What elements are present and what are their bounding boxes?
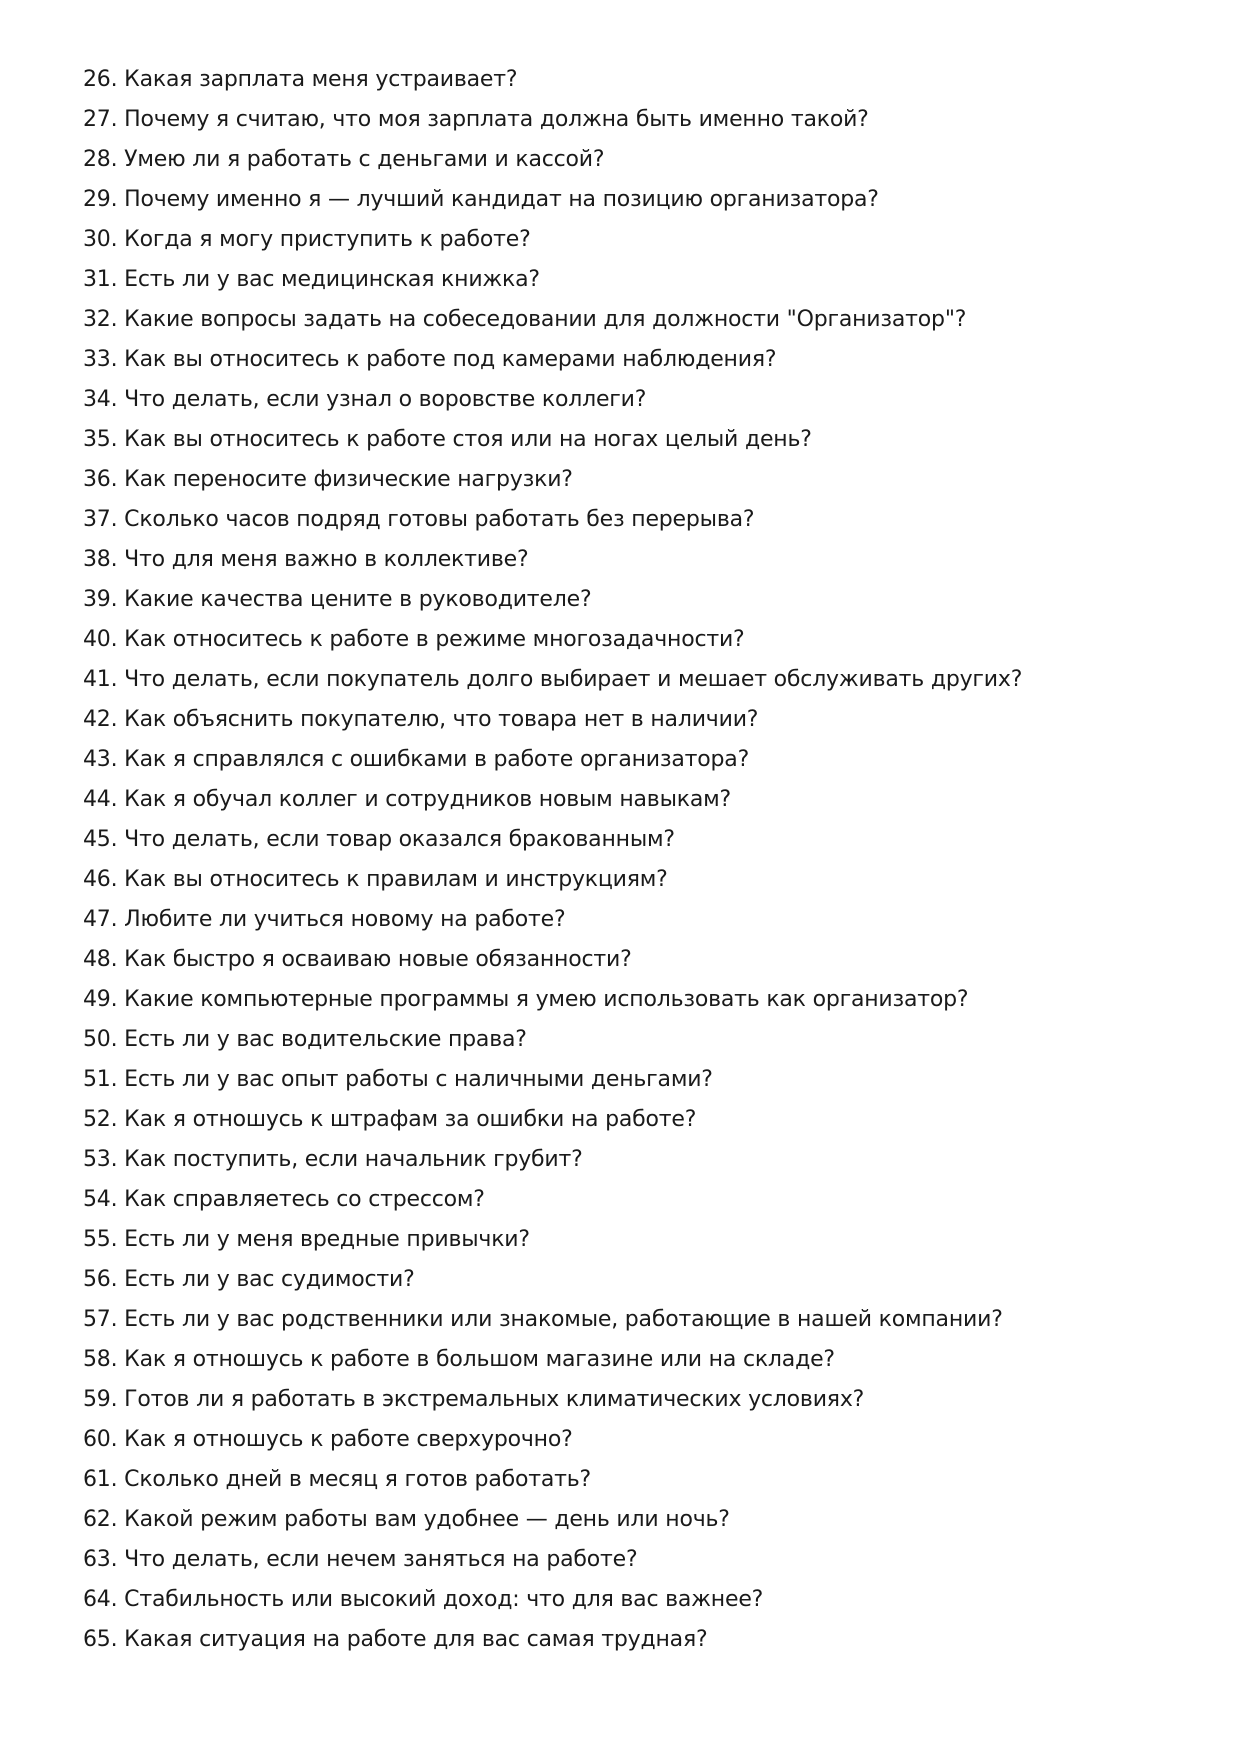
question-item: 48. Как быстро я осваиваю новые обязанности? xyxy=(83,947,632,972)
question-item: 64. Стабильность или высокий доход: что для вас важнее? xyxy=(83,1587,764,1612)
question-item: 39. Какие качества цените в руководителе? xyxy=(83,587,592,612)
question-list xyxy=(83,60,1022,1660)
question-item: 53. Как поступить, если начальник грубит? xyxy=(83,1147,583,1172)
question-item: 34. Что делать, если узнал о воровстве коллеги? xyxy=(83,387,647,412)
question-item: 60. Как я отношусь к работе сверхурочно? xyxy=(83,1427,573,1452)
question-item: 32. Какие вопросы задать на собеседовании для должности "Организатор"? xyxy=(83,307,967,332)
question-item: 49. Какие компьютерные программы я умею использовать как организатор? xyxy=(83,987,969,1012)
question-item: 42. Как объяснить покупателю, что товара нет в наличии? xyxy=(83,707,759,732)
question-item: 56. Есть ли у вас судимости? xyxy=(83,1267,415,1292)
question-item: 35. Как вы относитесь к работе стоя или на ногах целый день? xyxy=(83,427,812,452)
question-item: 63. Что делать, если нечем заняться на работе? xyxy=(83,1547,638,1572)
question-item: 50. Есть ли у вас водительские права? xyxy=(83,1027,527,1052)
question-item: 61. Сколько дней в месяц я готов работать? xyxy=(83,1467,591,1492)
question-item: 58. Как я отношусь к работе в большом магазине или на складе? xyxy=(83,1347,835,1372)
question-item: 57. Есть ли у вас родственники или знакомые, работающие в нашей компании? xyxy=(83,1307,1003,1332)
question-item: 37. Сколько часов подряд готовы работать без перерыва? xyxy=(83,507,755,532)
question-item: 31. Есть ли у вас медицинская книжка? xyxy=(83,267,540,292)
question-item: 46. Как вы относитесь к правилам и инструкциям? xyxy=(83,867,668,892)
question-item: 41. Что делать, если покупатель долго выбирает и мешает обслуживать других? xyxy=(83,667,1023,692)
question-item: 62. Какой режим работы вам удобнее — день или ночь? xyxy=(83,1507,730,1532)
question-item: 51. Есть ли у вас опыт работы с наличными деньгами? xyxy=(83,1067,713,1092)
question-item: 52. Как я отношусь к штрафам за ошибки на работе? xyxy=(83,1107,697,1132)
question-item: 43. Как я справлялся с ошибками в работе организатора? xyxy=(83,747,750,772)
question-item: 36. Как переносите физические нагрузки? xyxy=(83,467,573,492)
question-item: 65. Какая ситуация на работе для вас самая трудная? xyxy=(83,1627,708,1652)
question-item: 44. Как я обучал коллег и сотрудников новым навыкам? xyxy=(83,787,731,812)
question-item: 38. Что для меня важно в коллективе? xyxy=(83,547,529,572)
question-item: 59. Готов ли я работать в экстремальных климатических условиях? xyxy=(83,1387,865,1412)
question-item: 28. Умею ли я работать с деньгами и кассой? xyxy=(83,147,605,172)
question-item: 54. Как справляетесь со стрессом? xyxy=(83,1187,485,1212)
question-item: 47. Любите ли учиться новому на работе? xyxy=(83,907,566,932)
question-item: 45. Что делать, если товар оказался бракованным? xyxy=(83,827,675,852)
question-item: 33. Как вы относитесь к работе под камерами наблюдения? xyxy=(83,347,777,372)
question-item: 27. Почему я считаю, что моя зарплата должна быть именно такой? xyxy=(83,107,869,132)
question-item: 55. Есть ли у меня вредные привычки? xyxy=(83,1227,530,1252)
question-item: 40. Как относитесь к работе в режиме многозадачности? xyxy=(83,627,745,652)
question-item: 29. Почему именно я — лучший кандидат на позицию организатора? xyxy=(83,187,879,212)
question-item: 30. Когда я могу приступить к работе? xyxy=(83,227,531,252)
question-item: 26. Какая зарплата меня устраивает? xyxy=(83,67,518,92)
